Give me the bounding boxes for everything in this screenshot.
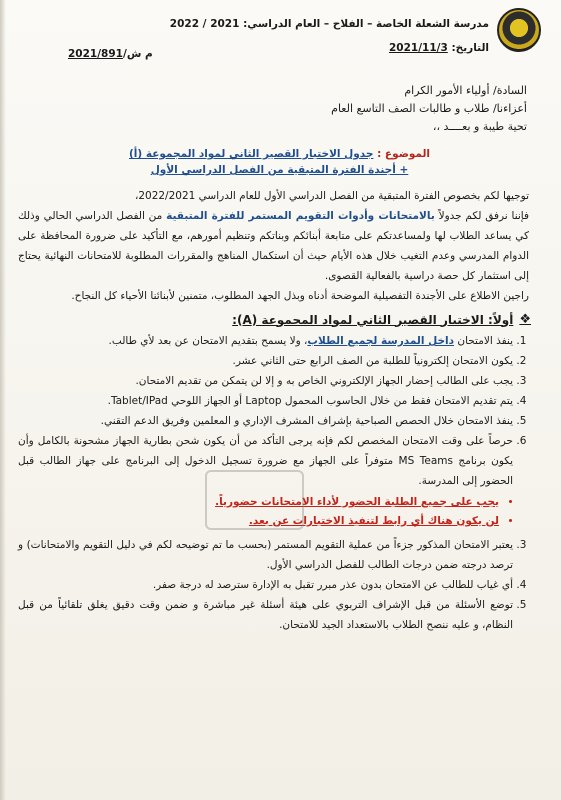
rule-item: 4. أي غياب للطالب عن الامتحان بدون عذر مبرر تقبل به الإدارة سترصد له درجة صفر. [18, 575, 513, 595]
rules-list-continued [18, 535, 541, 635]
date-value: 2021/11/3 [389, 42, 448, 54]
rule-item: 3. يجب على الطالب إحضار الجهاز الإلكتروني الخاص به و إلا لن يتمكن من تقديم الامتحان. [18, 371, 513, 391]
watermark-stamp [205, 470, 304, 530]
intro-paragraph [18, 186, 541, 306]
rule-item: 2. يكون الامتحان إلكترونياً للطلبة من الصف الرابع حتى الثاني عشر. [18, 351, 513, 371]
addressee-block [18, 82, 541, 136]
ref-value: 2021/891 [68, 48, 123, 60]
rule-1-highlight: داخل المدرسة لجميع الطلاب [307, 335, 455, 347]
subject-label: الموضوع : [377, 148, 430, 160]
rule-item: 5. ينفذ الامتحان خلال الحصص الصباحية بإشراف المشرف الإداري و المعلمين وفريق الدعم التقني. [18, 411, 513, 431]
greeting: تحية طيبة و بعــــد ،، [432, 120, 527, 133]
addressee-students: أعزاءنا/ طلاب و طالبات الصف التاسع العام [331, 102, 527, 115]
intro-closing: راجين الاطلاع على الأجندة التفصيلية الموضحة أدناه وبذل الجهد المطلوب، متمنين لأبنائنا الأحياء كل النجاح. [71, 290, 529, 302]
intro-body [18, 206, 529, 286]
diamond-bullet-icon: ❖ [519, 312, 531, 327]
rule-item: 3. يعتبر الامتحان المذكور جزءاً من عملية التقويم المستمر (بحسب ما تم توضيحه لكم في دليل التقويم والامتحانات) و ترصد درجته ضمن درجات الطالب للفصل الدراسي الأول. [18, 535, 513, 575]
intro-line-1: توجيها لكم بخصوص الفترة المتبقية من الفصل الدراسي الأول للعام الدراسي 2022/2021، [134, 190, 529, 202]
intro-body-c: من الفصل الدراسي الحالي وذلك كي يساعد الطلاب لها ولمساعدتكم على متابعة أبنائكم وبناتكم وتنظيم أمورهم، مع التأكيد على ضرورة المحافظة على الدوام المدرسي وعدم التغيب خلال هذه الأيام حيث أن استكمال المناهج والمقررات المطلوبة للامتحانات النهائية يحتاج إلى استثمار كل حصة دراسية بالفعالية القصوى. [18, 210, 529, 282]
rule-item: 6. حرصاً على وقت الامتحان المخصص لكم فإنه يرجى التأكد من أن يكون شحن بطارية الجهاز مشحونة بالكامل وأن يكون برنامج MS Teams متوفراً على الجهاز مع ضرورة تسجيل الدخول إلى البرنامج على جهاز الطالب قبل الحضور إلى المدرسة. [18, 431, 513, 491]
date-line [389, 42, 489, 54]
rule-item: 1. ينفذ الامتحان داخل المدرسة لجميع الطلاب، ولا يسمح بتقديم الامتحان عن بعد لأي طالب. [18, 331, 513, 351]
date-label: التاريخ: [451, 42, 489, 54]
ref-prefix: م ش/ [122, 48, 153, 60]
warning-item: • لن يكون هناك أي رابط لتنفيذ الاختبارات عن بعد. [18, 512, 499, 531]
warning-item: • يجب على جميع الطلبة الحضور لأداء الامتحانات حضورياً. [18, 493, 499, 512]
subject-line-1: جدول الاختبار القصير الثاني لمواد المجموعة (أ) [129, 148, 374, 160]
letter-header [18, 0, 541, 62]
intro-body-a: فإننا نرفق لكم جدولاً [438, 210, 530, 222]
rule-item: 5. توضع الأسئلة من قبل الإشراف التربوي على هيئة أسئلة غير مباشرة و ضمن وقت دقيق يغلق تلقائياً من قبل النظام، و عليه ننصح الطلاب بالاستعداد الجيد للامتحان. [18, 595, 513, 635]
rule-item: 4. يتم تقديم الامتحان فقط من خلال الحاسوب المحمول Laptop أو الجهاز اللوحي Tablet/IPad. [18, 391, 513, 411]
section-title [18, 312, 541, 327]
subject-block [18, 146, 541, 178]
reference-number [68, 48, 153, 60]
rules-list [18, 331, 541, 491]
page-shadow [0, 0, 6, 800]
section-title-text: أولاً: الاختبار القصير الثاني لمواد المجموعة (A): [232, 312, 514, 327]
addressee-parents: السادة/ أولياء الأمور الكرام [404, 84, 527, 97]
intro-highlight: بالامتحانات وأدوات التقويم المستمر للفترة المتبقية [166, 210, 435, 222]
school-line: مدرسة الشعلة الخاصة – الفلاح – العام الدراسي: 2021 / 2022 [169, 18, 489, 30]
school-logo [497, 8, 541, 52]
subject-line-2: + أجندة الفترة المتبقية من الفصل الدراسي الأول [150, 164, 409, 176]
